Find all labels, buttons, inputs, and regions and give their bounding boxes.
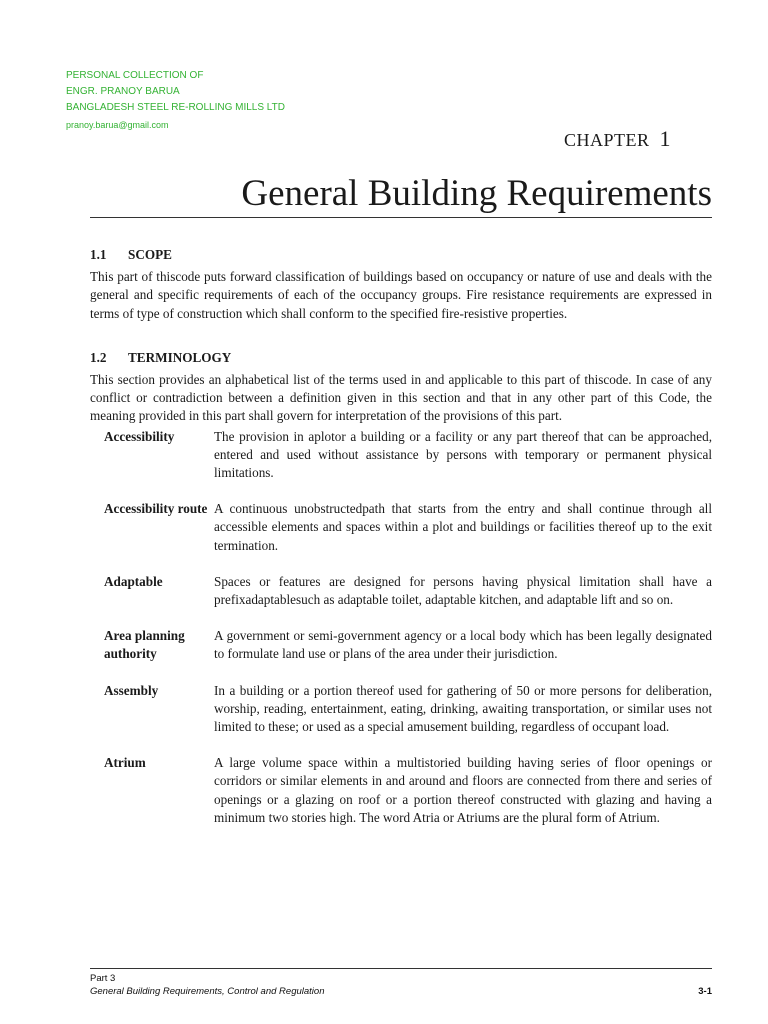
term-definition: A government or semi-government agency or a local body which has been legally designated to formulate land use or plans of the area under their jurisdiction. [214, 628, 712, 662]
stamp-line-3: BANGLADESH STEEL RE-ROLLING MILLS LTD [66, 102, 285, 113]
term-name: Assembly [104, 682, 159, 698]
definition-item [104, 682, 712, 737]
footer-subtitle: General Building Requirements, Control and Regulation [90, 986, 325, 997]
term-definition: In a building or a portion thereof used for gathering of 50 or more persons for deliberation, worship, reading, entertainment, eating, drinking, awaiting transportation, or similar uses not limited to these; or used as a special amusement building, regardless of occupant load. [214, 682, 712, 735]
stamp-line-2: ENGR. PRANOY BARUA [66, 86, 180, 97]
term-definition: The provision in aplotor a building or a facility or any part thereof that can be approached, entered and used without assistance by persons with temporary or permanent physical limitations. [214, 428, 712, 481]
collection-stamp [66, 68, 285, 133]
definition-list [90, 428, 712, 827]
title-divider [90, 217, 712, 218]
term-name: Area planning authority [104, 628, 185, 662]
term-name: Adaptable [104, 573, 163, 589]
footer-divider [90, 968, 712, 969]
term-definition: Spaces or features are designed for persons having physical limitation shall have a prefixadaptablesuch as adaptable toilet, adaptable kitchen, and adaptable lift and so on. [214, 573, 712, 608]
term-definition: A large volume space within a multistoried building having series of floor openings or corridors or similar elements in and around and floors are connected from there and series of openings or a glazing on roof or a portion thereof constructed with glazing and having a minimum two stories high. The word Atria or Atriums are the plural form of Atrium. [214, 755, 712, 825]
section-heading-scope [90, 246, 712, 264]
term-name: Accessibility [104, 428, 175, 444]
page-number: 3-1 [698, 986, 712, 997]
section-title: SCOPE [128, 247, 172, 262]
chapter-number: 1 [659, 126, 671, 151]
definition-item [104, 627, 712, 663]
footer-part: Part 3 [90, 973, 116, 984]
section-number: 1.2 [90, 349, 107, 365]
section-heading-terminology [90, 349, 712, 367]
stamp-email: pranoy.barua@gmail.com [66, 120, 169, 130]
term-name: Accessibility route [104, 501, 208, 517]
section-title: TERMINOLOGY [128, 349, 232, 365]
definition-item [104, 573, 712, 609]
page-title: General Building Requirements [241, 173, 712, 214]
document-body [90, 246, 712, 827]
definition-item [104, 754, 712, 827]
chapter-heading [564, 126, 671, 152]
definition-item [104, 428, 712, 483]
chapter-label: CHAPTER [563, 130, 650, 150]
section-number: 1.1 [90, 247, 107, 262]
scope-paragraph: This part of thiscode puts forward classification of buildings based on occupancy or nature of use and deals with the general and specific requirements of each of the occupancy groups. Fire resistance requirements are expressed in terms of type of construction which shall conform to the specified fire-resistive properties. [90, 269, 712, 321]
stamp-line-1: PERSONAL COLLECTION OF [66, 70, 204, 81]
term-definition: A continuous unobstructedpath that starts from the entry and shall continue through all accessible elements and spaces within a plot and buildings or facilities thereof up to the exit termination. [214, 501, 712, 553]
definition-item [104, 500, 712, 555]
terminology-paragraph: This section provides an alphabetical list of the terms used in and applicable to this part of thiscode. In case of any conflict or contradiction between a definition given in this section and that in any other part of this Code, the meaning provided in this part shall govern for interpretation of the provisions of this part. [90, 372, 712, 424]
page-footer [90, 972, 712, 998]
term-name: Atrium [104, 755, 146, 771]
